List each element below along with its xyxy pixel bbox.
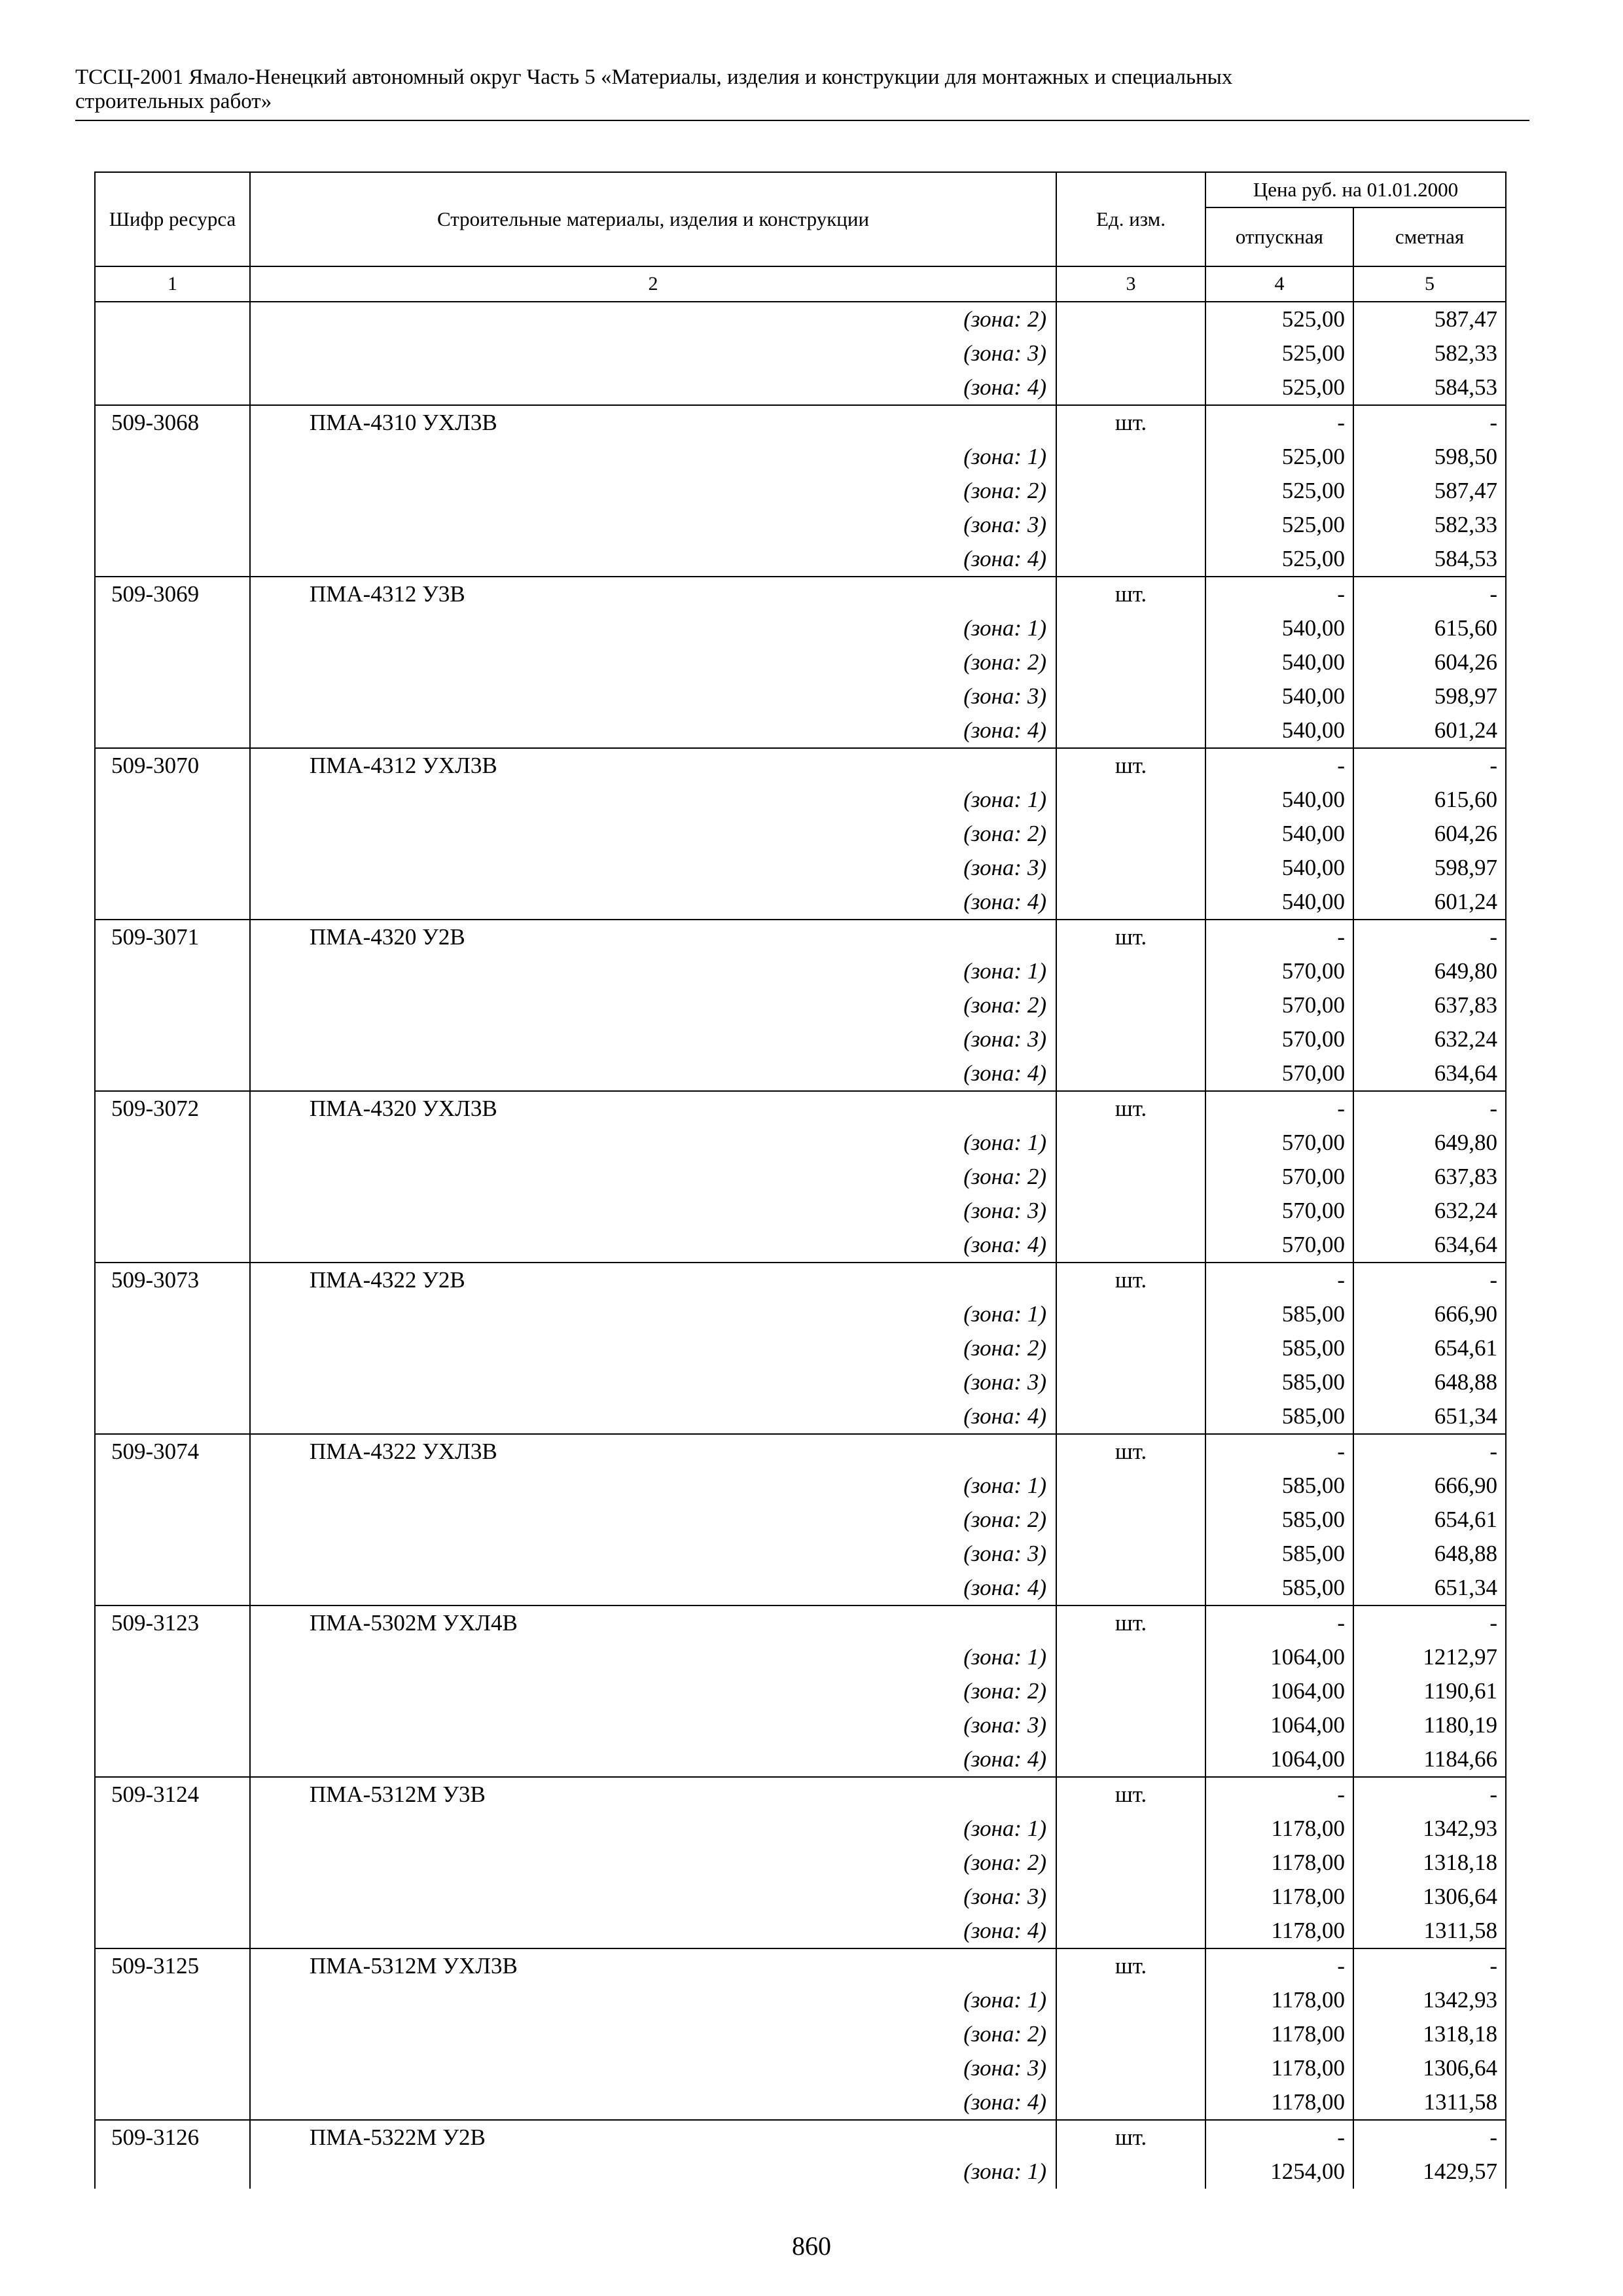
zone-label: (зона: 2) [250, 1160, 1056, 1194]
estimate-price: 654,61 [1353, 1331, 1506, 1365]
estimate-price: 598,50 [1353, 440, 1506, 474]
column-number: 2 [250, 266, 1056, 302]
resource-unit: шт. [1056, 1434, 1205, 1469]
zone-label: (зона: 4) [250, 542, 1056, 577]
estimate-price: - [1353, 1263, 1506, 1297]
zone-row [95, 1126, 1506, 1160]
zone-row [95, 440, 1506, 474]
resource-code: 509-3124 [95, 1777, 250, 1812]
release-price: - [1205, 920, 1353, 954]
zone-row [95, 1469, 1506, 1503]
estimate-price: 651,34 [1353, 1571, 1506, 1605]
resource-row [95, 405, 1506, 440]
zone-row [95, 713, 1506, 748]
release-price: 525,00 [1205, 542, 1353, 577]
estimate-price: 632,24 [1353, 1022, 1506, 1056]
zone-label: (зона: 2) [250, 988, 1056, 1022]
resource-name: ПМА-4322 УХЛ3В [250, 1434, 1056, 1469]
resource-group [95, 920, 1506, 1091]
estimate-price: - [1353, 1948, 1506, 1983]
estimate-price: 1306,64 [1353, 2051, 1506, 2085]
resource-code: 509-3123 [95, 1605, 250, 1640]
zone-label: (зона: 2) [250, 474, 1056, 508]
release-price: 540,00 [1205, 679, 1353, 713]
zone-label: (зона: 1) [250, 1983, 1056, 2017]
estimate-price: 1180,19 [1353, 1708, 1506, 1742]
zone-row [95, 1640, 1506, 1674]
header-line-2: строительных работ» [75, 90, 272, 113]
zone-row [95, 508, 1506, 542]
release-price: 525,00 [1205, 370, 1353, 405]
resource-unit: шт. [1056, 1777, 1205, 1812]
estimate-price: 648,88 [1353, 1365, 1506, 1399]
column-numbers-row [95, 266, 1506, 302]
resource-name: ПМА-5312М У3В [250, 1777, 1056, 1812]
estimate-price: 615,60 [1353, 611, 1506, 645]
zone-row [95, 2155, 1506, 2189]
page-number: 860 [792, 2231, 831, 2261]
resource-name: ПМА-4320 У2В [250, 920, 1056, 954]
zone-label: (зона: 4) [250, 1056, 1056, 1091]
release-price: 1064,00 [1205, 1640, 1353, 1674]
resource-group [95, 1777, 1506, 1948]
zone-row [95, 1537, 1506, 1571]
release-price: 1178,00 [1205, 1914, 1353, 1948]
zone-label: (зона: 3) [250, 1880, 1056, 1914]
estimate-price: - [1353, 1434, 1506, 1469]
column-header-estimate-price: сметная [1353, 207, 1506, 266]
zone-label: (зона: 2) [250, 1674, 1056, 1708]
estimate-price: 587,47 [1353, 474, 1506, 508]
release-price: 570,00 [1205, 1126, 1353, 1160]
estimate-price: 604,26 [1353, 817, 1506, 851]
zone-row [95, 542, 1506, 577]
release-price: 1178,00 [1205, 1846, 1353, 1880]
resource-unit: шт. [1056, 920, 1205, 954]
document-header [75, 65, 1528, 114]
zone-row [95, 988, 1506, 1022]
column-number: 5 [1353, 266, 1506, 302]
release-price: 525,00 [1205, 508, 1353, 542]
zone-label: (зона: 1) [250, 954, 1056, 988]
release-price: 540,00 [1205, 783, 1353, 817]
resource-row [95, 1605, 1506, 1640]
estimate-price: 649,80 [1353, 954, 1506, 988]
zone-label: (зона: 3) [250, 1194, 1056, 1228]
zone-row [95, 885, 1506, 920]
release-price: 1064,00 [1205, 1742, 1353, 1777]
release-price: 585,00 [1205, 1537, 1353, 1571]
resource-name: ПМА-4312 У3В [250, 577, 1056, 611]
estimate-price: 1212,97 [1353, 1640, 1506, 1674]
release-price: 540,00 [1205, 713, 1353, 748]
resource-unit: шт. [1056, 1263, 1205, 1297]
column-number: 1 [95, 266, 250, 302]
resource-group [95, 748, 1506, 920]
zone-row [95, 302, 1506, 336]
zone-row [95, 611, 1506, 645]
zone-row [95, 954, 1506, 988]
zone-label: (зона: 1) [250, 1812, 1056, 1846]
estimate-price: 648,88 [1353, 1537, 1506, 1571]
release-price: - [1205, 1948, 1353, 1983]
zone-row [95, 1503, 1506, 1537]
estimate-price: - [1353, 748, 1506, 783]
estimate-price: 1342,93 [1353, 1983, 1506, 2017]
estimate-price: - [1353, 577, 1506, 611]
estimate-price: - [1353, 920, 1506, 954]
estimate-price: 582,33 [1353, 508, 1506, 542]
estimate-price: - [1353, 1091, 1506, 1126]
release-price: 570,00 [1205, 1194, 1353, 1228]
zone-label: (зона: 3) [250, 1537, 1056, 1571]
estimate-price: 598,97 [1353, 851, 1506, 885]
resource-group [95, 405, 1506, 577]
zone-label: (зона: 3) [250, 2051, 1056, 2085]
estimate-price: 1318,18 [1353, 1846, 1506, 1880]
resource-code: 509-3126 [95, 2120, 250, 2155]
estimate-price: 637,83 [1353, 988, 1506, 1022]
release-price: - [1205, 1777, 1353, 1812]
estimate-price: 1429,57 [1353, 2155, 1506, 2189]
zone-row [95, 2017, 1506, 2051]
zone-label: (зона: 2) [250, 1503, 1056, 1537]
column-header-release-price: отпускная [1205, 207, 1353, 266]
estimate-price: 604,26 [1353, 645, 1506, 679]
resource-row [95, 920, 1506, 954]
zone-label: (зона: 4) [250, 1571, 1056, 1605]
resource-row [95, 2120, 1506, 2155]
resource-name: ПМА-5312М УХЛ3В [250, 1948, 1056, 1983]
release-price: 540,00 [1205, 611, 1353, 645]
estimate-price: 651,34 [1353, 1399, 1506, 1434]
zone-row [95, 645, 1506, 679]
zone-label: (зона: 2) [250, 1331, 1056, 1365]
release-price: - [1205, 1263, 1353, 1297]
estimate-price: 587,47 [1353, 302, 1506, 336]
zone-label: (зона: 3) [250, 679, 1056, 713]
estimate-price: 1184,66 [1353, 1742, 1506, 1777]
price-table [94, 171, 1507, 2189]
zone-label: (зона: 1) [250, 611, 1056, 645]
zone-row [95, 1708, 1506, 1742]
release-price: 1064,00 [1205, 1674, 1353, 1708]
resource-name: ПМА-5322М У2В [250, 2120, 1056, 2155]
zone-row [95, 2051, 1506, 2085]
zone-row [95, 1228, 1506, 1263]
zone-row [95, 2085, 1506, 2120]
zone-label: (зона: 1) [250, 783, 1056, 817]
release-price: 1178,00 [1205, 1812, 1353, 1846]
estimate-price: 666,90 [1353, 1469, 1506, 1503]
zone-row [95, 1571, 1506, 1605]
release-price: 585,00 [1205, 1571, 1353, 1605]
estimate-price: 654,61 [1353, 1503, 1506, 1537]
release-price: - [1205, 1434, 1353, 1469]
resource-row [95, 1948, 1506, 1983]
estimate-price: 1342,93 [1353, 1812, 1506, 1846]
release-price: 1178,00 [1205, 1983, 1353, 2017]
zone-row [95, 1674, 1506, 1708]
resource-code: 509-3070 [95, 748, 250, 783]
estimate-price: - [1353, 1605, 1506, 1640]
release-price: 525,00 [1205, 336, 1353, 370]
resource-row [95, 1263, 1506, 1297]
release-price: 570,00 [1205, 1056, 1353, 1091]
resource-group [95, 2120, 1506, 2189]
zone-label: (зона: 4) [250, 1399, 1056, 1434]
zone-row [95, 1194, 1506, 1228]
release-price: 1178,00 [1205, 2017, 1353, 2051]
release-price: 585,00 [1205, 1331, 1353, 1365]
resource-code: 509-3072 [95, 1091, 250, 1126]
resource-name: ПМА-5302М УХЛ4В [250, 1605, 1056, 1640]
resource-name: ПМА-4312 УХЛ3В [250, 748, 1056, 783]
zone-label: (зона: 3) [250, 1365, 1056, 1399]
estimate-price: 1311,58 [1353, 1914, 1506, 1948]
release-price: 570,00 [1205, 1228, 1353, 1263]
column-header-name: Строительные материалы, изделия и конструкции [250, 172, 1056, 266]
zone-row [95, 370, 1506, 405]
zone-row [95, 336, 1506, 370]
zone-label: (зона: 3) [250, 336, 1056, 370]
estimate-price: 666,90 [1353, 1297, 1506, 1331]
release-price: - [1205, 1091, 1353, 1126]
resource-row [95, 577, 1506, 611]
estimate-price: 632,24 [1353, 1194, 1506, 1228]
estimate-price: 582,33 [1353, 336, 1506, 370]
zone-label: (зона: 4) [250, 1914, 1056, 1948]
zone-row [95, 1880, 1506, 1914]
zone-row [95, 1365, 1506, 1399]
zone-row [95, 1742, 1506, 1777]
table-header [95, 172, 1506, 302]
release-price: 540,00 [1205, 817, 1353, 851]
release-price: 540,00 [1205, 851, 1353, 885]
resource-name: ПМА-4322 У2В [250, 1263, 1056, 1297]
zone-row [95, 1812, 1506, 1846]
release-price: 585,00 [1205, 1399, 1353, 1434]
column-header-price-group: Цена руб. на 01.01.2000 [1205, 172, 1506, 207]
resource-unit: шт. [1056, 1091, 1205, 1126]
header-line-1: ТССЦ-2001 Ямало-Ненецкий автономный округ Часть 5 «Материалы, изделия и конструкции для монтажных и специальных [75, 65, 1233, 89]
release-price: 585,00 [1205, 1503, 1353, 1537]
zone-label: (зона: 1) [250, 2155, 1056, 2189]
zone-label: (зона: 3) [250, 1708, 1056, 1742]
zone-row [95, 817, 1506, 851]
resource-unit: шт. [1056, 2120, 1205, 2155]
zone-row [95, 1022, 1506, 1056]
resource-group [95, 1434, 1506, 1605]
zone-row [95, 1160, 1506, 1194]
resource-row [95, 748, 1506, 783]
zone-label: (зона: 4) [250, 1742, 1056, 1777]
column-number: 3 [1056, 266, 1205, 302]
column-number: 4 [1205, 266, 1353, 302]
estimate-price: 598,97 [1353, 679, 1506, 713]
release-price: 525,00 [1205, 302, 1353, 336]
release-price: - [1205, 577, 1353, 611]
resource-group [95, 1263, 1506, 1434]
column-header-unit: Ед. изм. [1056, 172, 1205, 266]
release-price: 570,00 [1205, 1160, 1353, 1194]
estimate-price: 1306,64 [1353, 1880, 1506, 1914]
release-price: 570,00 [1205, 1022, 1353, 1056]
zone-row [95, 474, 1506, 508]
zone-label: (зона: 4) [250, 713, 1056, 748]
estimate-price: 637,83 [1353, 1160, 1506, 1194]
release-price: 540,00 [1205, 885, 1353, 920]
estimate-price: 601,24 [1353, 713, 1506, 748]
zone-row [95, 851, 1506, 885]
release-price: 525,00 [1205, 474, 1353, 508]
zone-label: (зона: 4) [250, 1228, 1056, 1263]
estimate-price: - [1353, 405, 1506, 440]
resource-name: ПМА-4310 УХЛ3В [250, 405, 1056, 440]
resource-row [95, 1091, 1506, 1126]
column-header-code: Шифр ресурса [95, 172, 250, 266]
zone-label: (зона: 2) [250, 645, 1056, 679]
resource-unit: шт. [1056, 1605, 1205, 1640]
resource-group [95, 1605, 1506, 1777]
resource-code: 509-3074 [95, 1434, 250, 1469]
resource-group [95, 1091, 1506, 1263]
resource-unit: шт. [1056, 1948, 1205, 1983]
release-price: 585,00 [1205, 1365, 1353, 1399]
resource-code: 509-3073 [95, 1263, 250, 1297]
resource-unit: шт. [1056, 577, 1205, 611]
zone-row [95, 1914, 1506, 1948]
zone-label: (зона: 3) [250, 508, 1056, 542]
release-price: 570,00 [1205, 988, 1353, 1022]
zone-label: (зона: 1) [250, 1469, 1056, 1503]
release-price: - [1205, 1605, 1353, 1640]
estimate-price: 1311,58 [1353, 2085, 1506, 2120]
release-price: - [1205, 405, 1353, 440]
zone-label: (зона: 1) [250, 1297, 1056, 1331]
resource-row [95, 1777, 1506, 1812]
estimate-price: 649,80 [1353, 1126, 1506, 1160]
release-price: - [1205, 2120, 1353, 2155]
release-price: 1178,00 [1205, 1880, 1353, 1914]
zone-label: (зона: 3) [250, 1022, 1056, 1056]
estimate-price: 615,60 [1353, 783, 1506, 817]
continuation-group [95, 302, 1506, 405]
zone-row [95, 1331, 1506, 1365]
zone-label: (зона: 4) [250, 2085, 1056, 2120]
resource-code: 509-3069 [95, 577, 250, 611]
zone-label: (зона: 2) [250, 302, 1056, 336]
zone-row [95, 1297, 1506, 1331]
release-price: 1178,00 [1205, 2085, 1353, 2120]
zone-row [95, 783, 1506, 817]
resource-row [95, 1434, 1506, 1469]
release-price: 540,00 [1205, 645, 1353, 679]
estimate-price: 584,53 [1353, 542, 1506, 577]
estimate-price: 1190,61 [1353, 1674, 1506, 1708]
zone-row [95, 679, 1506, 713]
estimate-price: - [1353, 2120, 1506, 2155]
header-rule [75, 120, 1529, 121]
zone-label: (зона: 1) [250, 1640, 1056, 1674]
estimate-price: 634,64 [1353, 1228, 1506, 1263]
estimate-price: 634,64 [1353, 1056, 1506, 1091]
release-price: - [1205, 748, 1353, 783]
resource-group [95, 1948, 1506, 2120]
zone-label: (зона: 1) [250, 1126, 1056, 1160]
zone-row [95, 1983, 1506, 2017]
resource-code: 509-3125 [95, 1948, 250, 1983]
zone-row [95, 1056, 1506, 1091]
estimate-price: 584,53 [1353, 370, 1506, 405]
estimate-price: 1318,18 [1353, 2017, 1506, 2051]
resource-unit: шт. [1056, 748, 1205, 783]
zone-label: (зона: 4) [250, 885, 1056, 920]
release-price: 585,00 [1205, 1297, 1353, 1331]
release-price: 570,00 [1205, 954, 1353, 988]
zone-label: (зона: 4) [250, 370, 1056, 405]
zone-label: (зона: 3) [250, 851, 1056, 885]
release-price: 525,00 [1205, 440, 1353, 474]
release-price: 1064,00 [1205, 1708, 1353, 1742]
release-price: 585,00 [1205, 1469, 1353, 1503]
zone-label: (зона: 2) [250, 2017, 1056, 2051]
zone-label: (зона: 1) [250, 440, 1056, 474]
resource-name: ПМА-4320 УХЛ3В [250, 1091, 1056, 1126]
zone-label: (зона: 2) [250, 817, 1056, 851]
zone-label: (зона: 2) [250, 1846, 1056, 1880]
resource-group [95, 577, 1506, 748]
release-price: 1178,00 [1205, 2051, 1353, 2085]
resource-code: 509-3068 [95, 405, 250, 440]
release-price: 1254,00 [1205, 2155, 1353, 2189]
estimate-price: - [1353, 1777, 1506, 1812]
estimate-price: 601,24 [1353, 885, 1506, 920]
resource-code: 509-3071 [95, 920, 250, 954]
zone-row [95, 1846, 1506, 1880]
resource-unit: шт. [1056, 405, 1205, 440]
zone-row [95, 1399, 1506, 1434]
